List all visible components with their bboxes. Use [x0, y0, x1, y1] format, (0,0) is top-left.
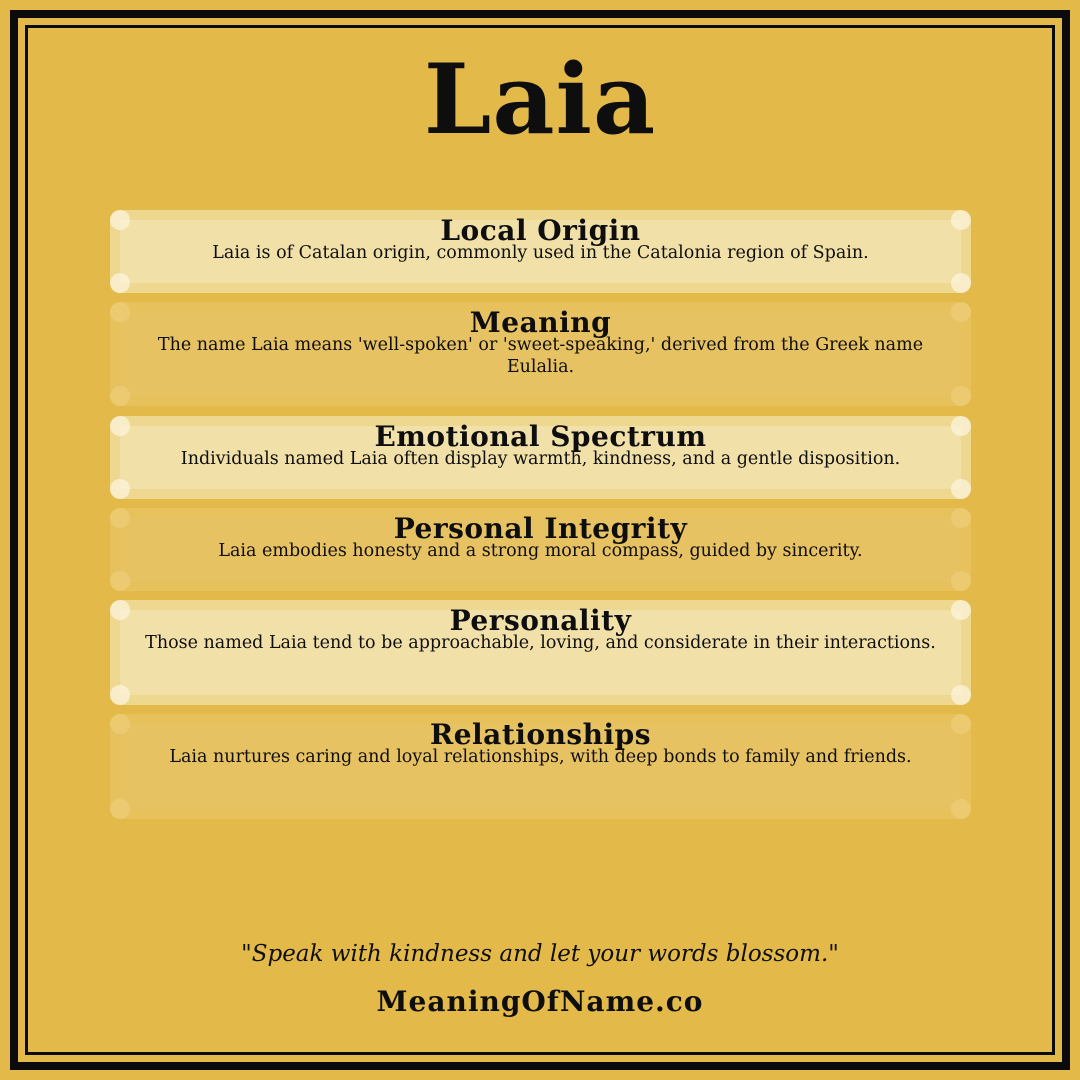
name-title: Laia: [423, 43, 657, 156]
section-text: Laia is of Catalan origin, commonly used in the Catalonia region of Spain.: [212, 243, 869, 263]
quote-close-mark: ": [828, 941, 839, 967]
section-title: Meaning: [469, 306, 612, 339]
section-card-personality: [110, 600, 971, 705]
section-text: The name Laia means 'well-spoken' or 'sweet-speaking,' derived from the Greek name Eulalia.: [157, 335, 924, 377]
website-label: MeaningOfName.co: [376, 985, 704, 1018]
section-title: Relationships: [429, 718, 652, 751]
quote-text: Speak with kindness and let your words blossom.: [251, 941, 829, 967]
section-title: Personality: [449, 604, 632, 637]
section-text: Laia nurtures caring and loyal relationships, with deep bonds to family and friends.: [169, 747, 912, 767]
quote-open-mark: ": [241, 941, 252, 967]
section-text: Individuals named Laia often display warmth, kindness, and a gentle disposition.: [180, 449, 901, 469]
section-title: Personal Integrity: [393, 512, 688, 545]
section-title: Emotional Spectrum: [374, 420, 707, 453]
section-card-meaning: [110, 302, 971, 406]
section-card-relationships: [110, 714, 971, 819]
section-text: Laia embodies honesty and a strong moral compass, guided by sincerity.: [218, 541, 863, 561]
section-card-personal-integrity: [110, 508, 971, 591]
section-card-emotional-spectrum: [110, 416, 971, 499]
section-card-local-origin: [110, 210, 971, 293]
section-text: Those named Laia tend to be approachable, loving, and considerate in their interactions.: [145, 633, 936, 653]
section-title: Local Origin: [440, 214, 641, 247]
quote: [0, 936, 1080, 972]
